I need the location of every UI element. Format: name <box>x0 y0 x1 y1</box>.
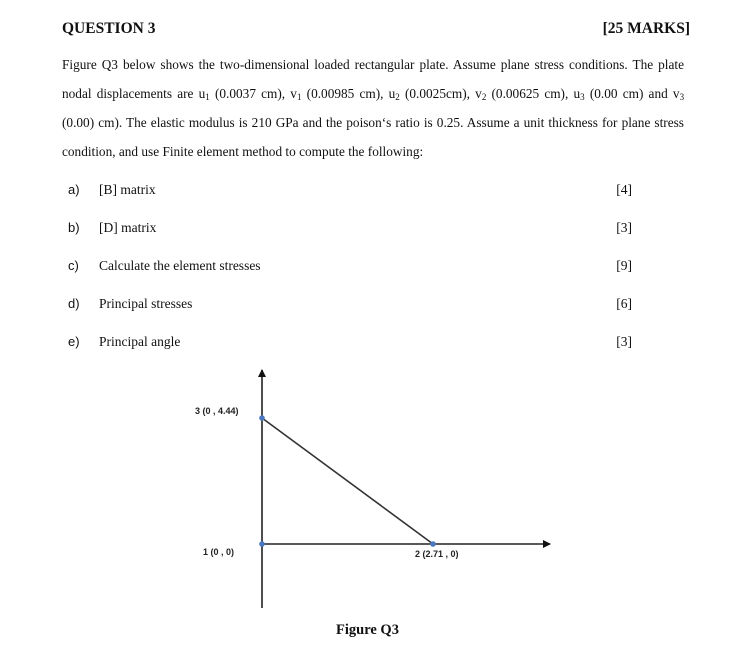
part-marks: [4] <box>616 182 632 197</box>
subscript: 1 <box>205 92 210 102</box>
body-text-6: (0.00 cm) and v <box>589 86 680 101</box>
part-text: Principal stresses <box>99 296 193 311</box>
subscript: 1 <box>296 92 302 102</box>
part-marks: [6] <box>616 296 632 311</box>
part-marks: [3] <box>616 334 632 349</box>
body-text-5: (0.00625 cm), u <box>491 86 581 101</box>
part-text: Principal angle <box>99 334 181 349</box>
part-text: [D] matrix <box>99 220 157 235</box>
body-text-7: (0.00) cm). The elastic modulus is 210 GPa and the poison‘s ratio is 0.25. Assume a unit thickness for plane stress condition, and use Finite element method to compute the following: <box>62 115 684 159</box>
subscript: 3 <box>679 92 685 102</box>
part-letter: b) <box>68 220 80 235</box>
body-text-2: (0.0037 cm), v <box>214 86 297 101</box>
part-marks: [9] <box>616 258 632 273</box>
subscript: 2 <box>395 92 400 102</box>
node-1 <box>259 541 265 547</box>
question-title: QUESTION 3 <box>62 20 156 37</box>
part-text: Calculate the element stresses <box>99 258 261 273</box>
question-marks: [25 MARKS] <box>602 20 690 37</box>
subscript: 3 <box>580 92 585 102</box>
node-2 <box>430 541 436 547</box>
node-1-label: 1 (0 , 0) <box>203 547 235 557</box>
part-letter: e) <box>68 334 80 349</box>
part-text: [B] matrix <box>99 182 156 197</box>
part-letter: c) <box>68 258 79 273</box>
part-marks: [3] <box>616 220 632 235</box>
node-2-label: 2 (2.71 , 0) <box>415 549 459 559</box>
body-text-3: (0.00985 cm), u <box>306 86 396 101</box>
element-edge-2-3 <box>262 418 433 544</box>
part-letter: d) <box>68 296 80 311</box>
body-text-4: (0.0025cm), v <box>404 86 482 101</box>
body-text-1: Figure Q3 below shows the two-dimensional loaded rectangular plate. Assume plane stress conditions. The plate nodal displacements are u <box>62 57 684 101</box>
node-3 <box>259 415 265 421</box>
node-3-label: 3 (0 , 4.44) <box>195 406 239 416</box>
part-letter: a) <box>68 182 80 197</box>
figure-caption: Figure Q3 <box>336 622 399 638</box>
subscript: 2 <box>481 92 487 102</box>
